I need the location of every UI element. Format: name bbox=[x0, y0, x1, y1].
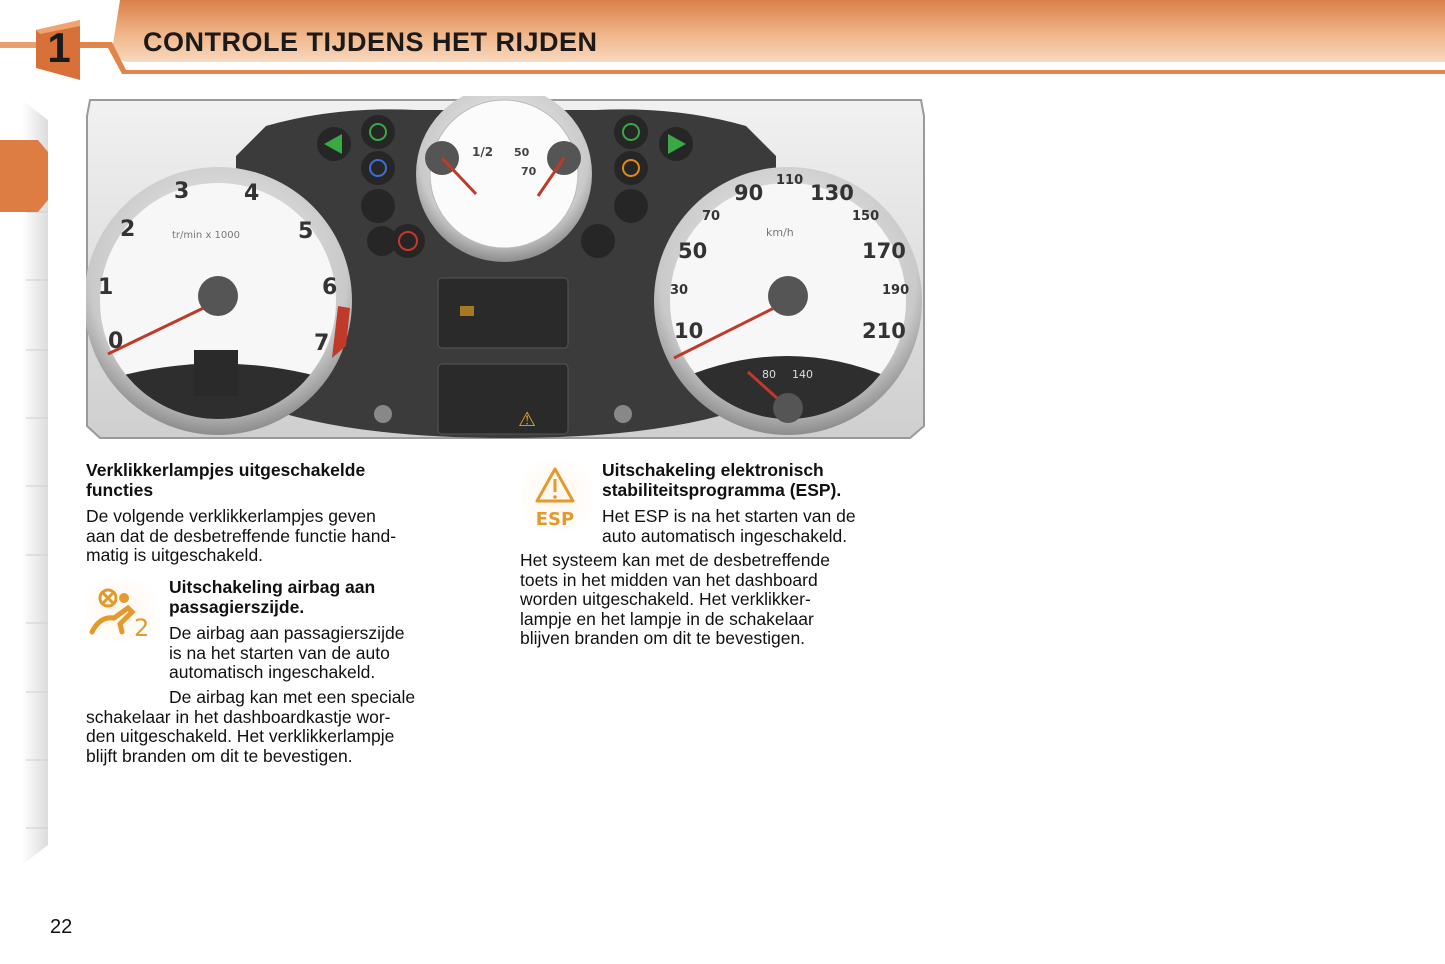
text-line: blijven branden om dit te bevestigen. bbox=[520, 628, 806, 648]
text-line: toets in het midden van het dashboard bbox=[520, 569, 818, 590]
text-line: lampje en het lampje in de schakelaar bbox=[520, 608, 814, 629]
speed-tick: 50 bbox=[678, 239, 708, 263]
tach-tick: 5 bbox=[298, 219, 314, 244]
tach-tick: 1 bbox=[98, 275, 114, 300]
active-chapter-tab bbox=[0, 140, 48, 212]
airbag-heading bbox=[169, 578, 491, 617]
heading-line: Uitschakeling airbag aan bbox=[169, 577, 376, 597]
page-title: CONTROLE TIJDENS HET RIJDEN bbox=[143, 27, 598, 57]
left-column bbox=[86, 461, 491, 566]
text-line: Het ESP is na het starten van de bbox=[602, 506, 856, 526]
instrument-panel-image bbox=[86, 96, 925, 440]
text-line: schakelaar in het dashboardkastje wor- bbox=[86, 706, 391, 727]
section-heading-line: functies bbox=[86, 479, 154, 500]
text-line: den uitgeschakeld. Het verklikkerlampje bbox=[86, 726, 395, 746]
speed-tick: 170 bbox=[862, 239, 906, 263]
text-line: Het systeem kan met de desbetreffende bbox=[520, 550, 830, 570]
temp-tick: 70 bbox=[521, 165, 537, 178]
airbag-off-icon bbox=[86, 580, 156, 642]
text-line: matig is uitgeschakeld. bbox=[86, 545, 264, 565]
svg-text:⚠: ⚠ bbox=[518, 407, 536, 431]
page-number: 22 bbox=[50, 916, 73, 938]
heading-line: stabiliteitsprogramma (ESP). bbox=[602, 479, 842, 500]
svg-text:2: 2 bbox=[134, 614, 150, 642]
tach-tick: 0 bbox=[108, 329, 124, 354]
oil-tick: 80 bbox=[762, 368, 776, 381]
esp-warning-icon bbox=[521, 461, 591, 531]
speed-tick: 90 bbox=[734, 181, 764, 205]
speed-tick: 150 bbox=[852, 209, 880, 224]
text-line: aan dat de desbetreffende functie hand- bbox=[86, 525, 397, 546]
tach-tick: 7 bbox=[314, 331, 330, 356]
tach-tick: 4 bbox=[244, 181, 260, 206]
text-line: De airbag kan met een speciale bbox=[169, 687, 416, 707]
side-tab-strip bbox=[0, 100, 50, 865]
esp-section bbox=[602, 461, 925, 546]
chapter-number: 1 bbox=[47, 24, 71, 71]
text-line: auto automatisch ingeschakeld. bbox=[602, 525, 848, 546]
text-line: worden uitgeschakeld. Het verklikker- bbox=[520, 589, 811, 609]
fuel-tick: 1/2 bbox=[472, 145, 494, 159]
heading-line: passagierszijde. bbox=[169, 596, 305, 617]
airbag-section bbox=[169, 578, 491, 683]
section-heading-line: Verklikkerlampjes uitgeschakelde bbox=[86, 460, 366, 480]
temp-tick: 50 bbox=[514, 146, 530, 159]
airbag-paragraph-2 bbox=[86, 688, 491, 766]
esp-paragraph bbox=[602, 507, 925, 546]
esp-paragraph-2 bbox=[520, 551, 925, 649]
text-line: blijft branden om dit te bevestigen. bbox=[86, 745, 353, 766]
text-line: De airbag aan passagierszijde bbox=[169, 623, 405, 643]
speed-tick: 70 bbox=[702, 209, 721, 224]
section-heading bbox=[86, 461, 491, 500]
tach-tick: 3 bbox=[174, 179, 190, 204]
airbag-paragraph bbox=[169, 624, 491, 683]
esp-heading bbox=[602, 461, 925, 500]
tach-tick: 6 bbox=[322, 275, 338, 300]
tach-tick: 2 bbox=[120, 217, 136, 242]
speed-tick: 30 bbox=[670, 283, 689, 298]
page-header bbox=[0, 0, 1445, 80]
text-line: is na het starten van de auto bbox=[169, 642, 390, 663]
side-tab-strip-graphic bbox=[0, 100, 50, 865]
speed-unit: km/h bbox=[766, 226, 794, 239]
tach-unit: tr/min x 1000 bbox=[172, 230, 240, 241]
speed-tick: 10 bbox=[674, 319, 704, 343]
text-line: De volgende verklikkerlampjes geven bbox=[86, 506, 376, 526]
esp-icon-label: ESP bbox=[535, 509, 575, 530]
speed-tick: 210 bbox=[862, 319, 906, 343]
speed-tick: 190 bbox=[882, 283, 910, 298]
speed-tick: 110 bbox=[776, 173, 804, 188]
heading-line: Uitschakeling elektronisch bbox=[602, 460, 824, 480]
intro-paragraph bbox=[86, 507, 491, 566]
oil-tick: 140 bbox=[792, 368, 813, 381]
text-line: automatisch ingeschakeld. bbox=[169, 662, 376, 682]
instrument-panel-graphic bbox=[86, 96, 925, 440]
speed-tick: 130 bbox=[810, 181, 854, 205]
